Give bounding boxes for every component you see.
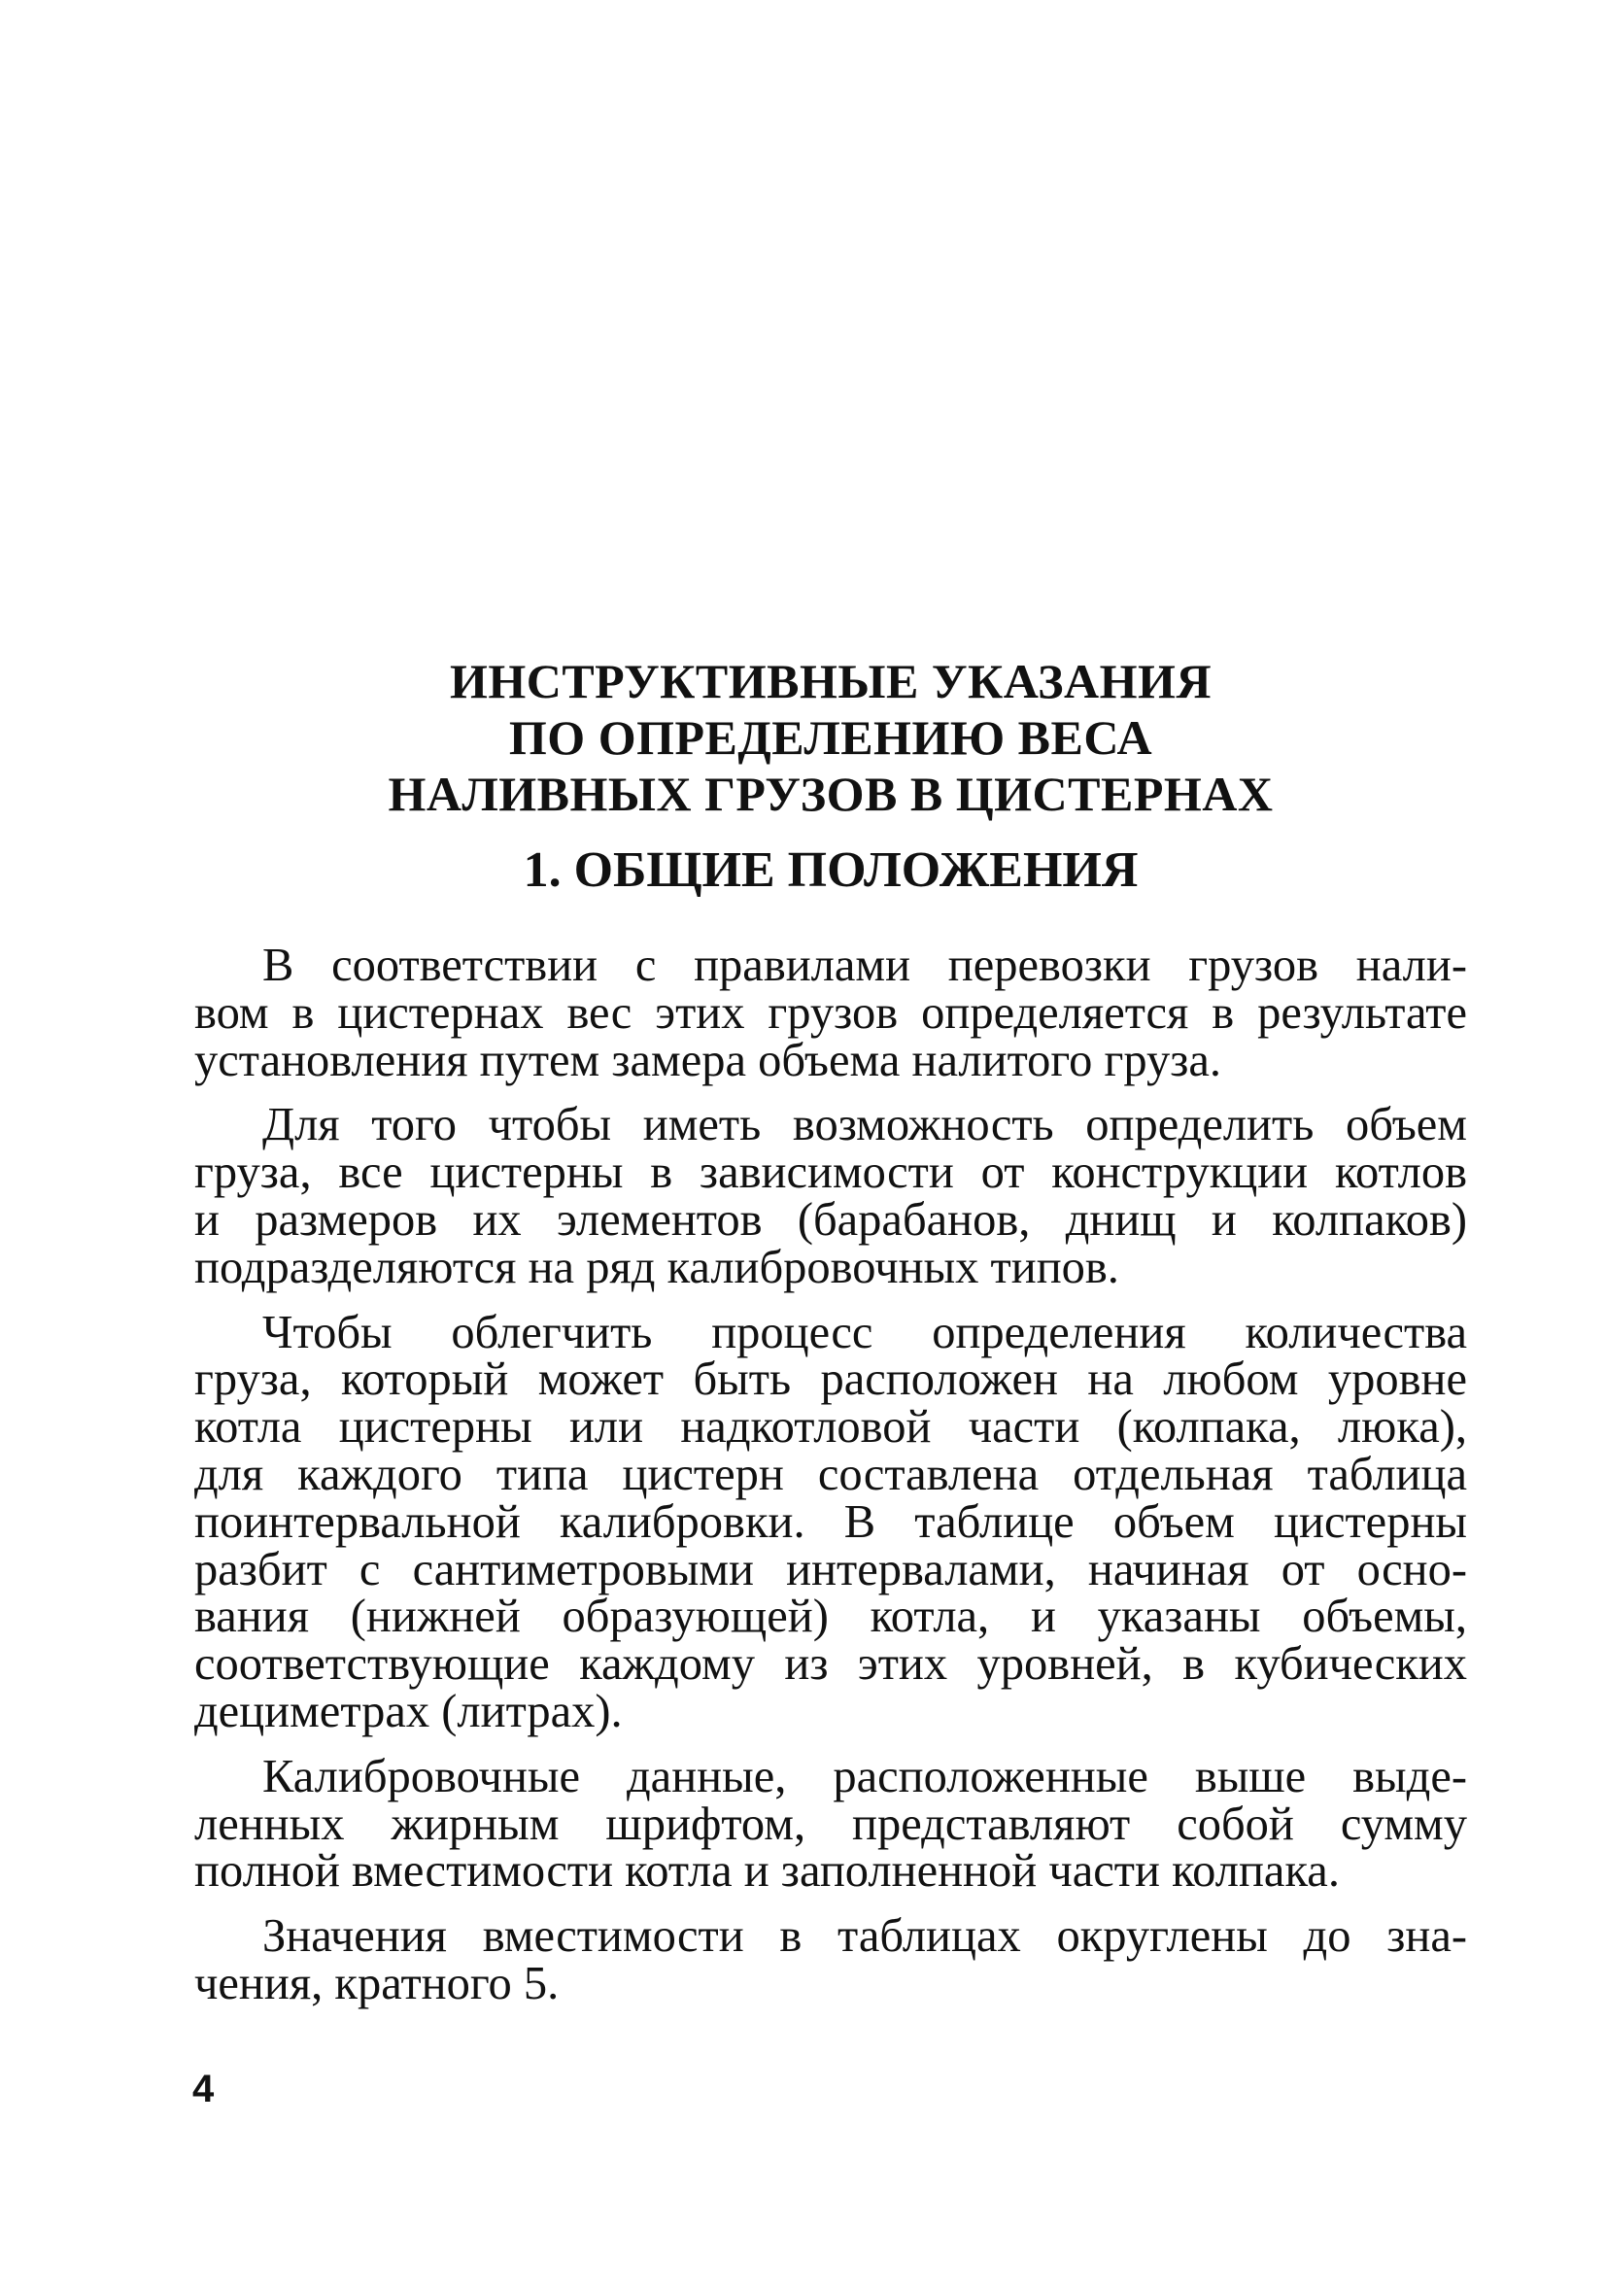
paragraph [194, 1910, 1467, 2009]
paragraph-line: дециметрах (литрах). [194, 1685, 623, 1737]
paragraph-line: вания (нижней образующей) котла, и указаны объемы, [194, 1591, 1467, 1643]
paragraph-line: поинтервальной калибровки. В таблице объем цистерны [194, 1495, 1467, 1548]
page-number: 4 [192, 2068, 215, 2110]
paragraph-line: ленных жирным шрифтом, представляют собой сумму [194, 1798, 1467, 1850]
paragraph [194, 1099, 1467, 1293]
paragraph-line: и размеров их элементов (барабанов, днищ и колпаков) [194, 1193, 1467, 1246]
paragraph-line: установления путем замера объема налитого груза. [194, 1034, 1222, 1086]
title-line: ИНСТРУКТИВНЫЕ УКАЗАНИЯ [449, 654, 1213, 708]
paragraph-line: для каждого типа цистерн составлена отдельная таблица [194, 1448, 1467, 1500]
document-title [194, 653, 1467, 822]
paragraph-line: соответствующие каждому из этих уровней, в кубических [194, 1638, 1467, 1691]
paragraph-line: Значения вместимости в таблицах округлены до зна- [262, 1910, 1467, 1963]
paragraph-line: вом в цистернах вес этих грузов определяется в результате [194, 986, 1467, 1039]
section-heading: 1. ОБЩИЕ ПОЛОЖЕНИЯ [523, 842, 1139, 898]
title-line: НАЛИВНЫХ ГРУЗОВ В ЦИСТЕРНАХ [388, 767, 1274, 821]
paragraph [194, 942, 1467, 1084]
title-line: ПО ОПРЕДЕЛЕНИЮ ВЕСА [508, 710, 1153, 765]
paragraph-line: котла цистерны или надкотловой части (колпака, люка), [194, 1401, 1467, 1454]
paragraph-line: Чтобы облегчить процесс определения количества [262, 1306, 1467, 1358]
paragraph-line: груза, который может быть расположен на любом уровне [194, 1354, 1467, 1406]
paragraph-line: полной вместимости котла и заполненной части колпака. [194, 1845, 1340, 1898]
paragraph-line: Для того чтобы иметь возможность определить объем [262, 1099, 1467, 1151]
paragraph-line: груза, все цистерны в зависимости от конструкции котлов [194, 1147, 1467, 1199]
paragraph-line: Калибровочные данные, расположенные выше выде- [262, 1750, 1467, 1802]
paragraph-line: подразделяются на ряд калибровочных типов. [194, 1241, 1119, 1293]
paragraph [194, 1750, 1467, 1898]
body-text [194, 942, 1467, 2026]
paragraph-line: разбит с сантиметровыми интервалами, начиная от осно- [194, 1543, 1467, 1595]
paragraph-line: чения, кратного 5. [194, 1957, 560, 2009]
paragraph-line: В соответствии с правилами перевозки грузов нали- [262, 940, 1467, 991]
paragraph [194, 1306, 1467, 1737]
